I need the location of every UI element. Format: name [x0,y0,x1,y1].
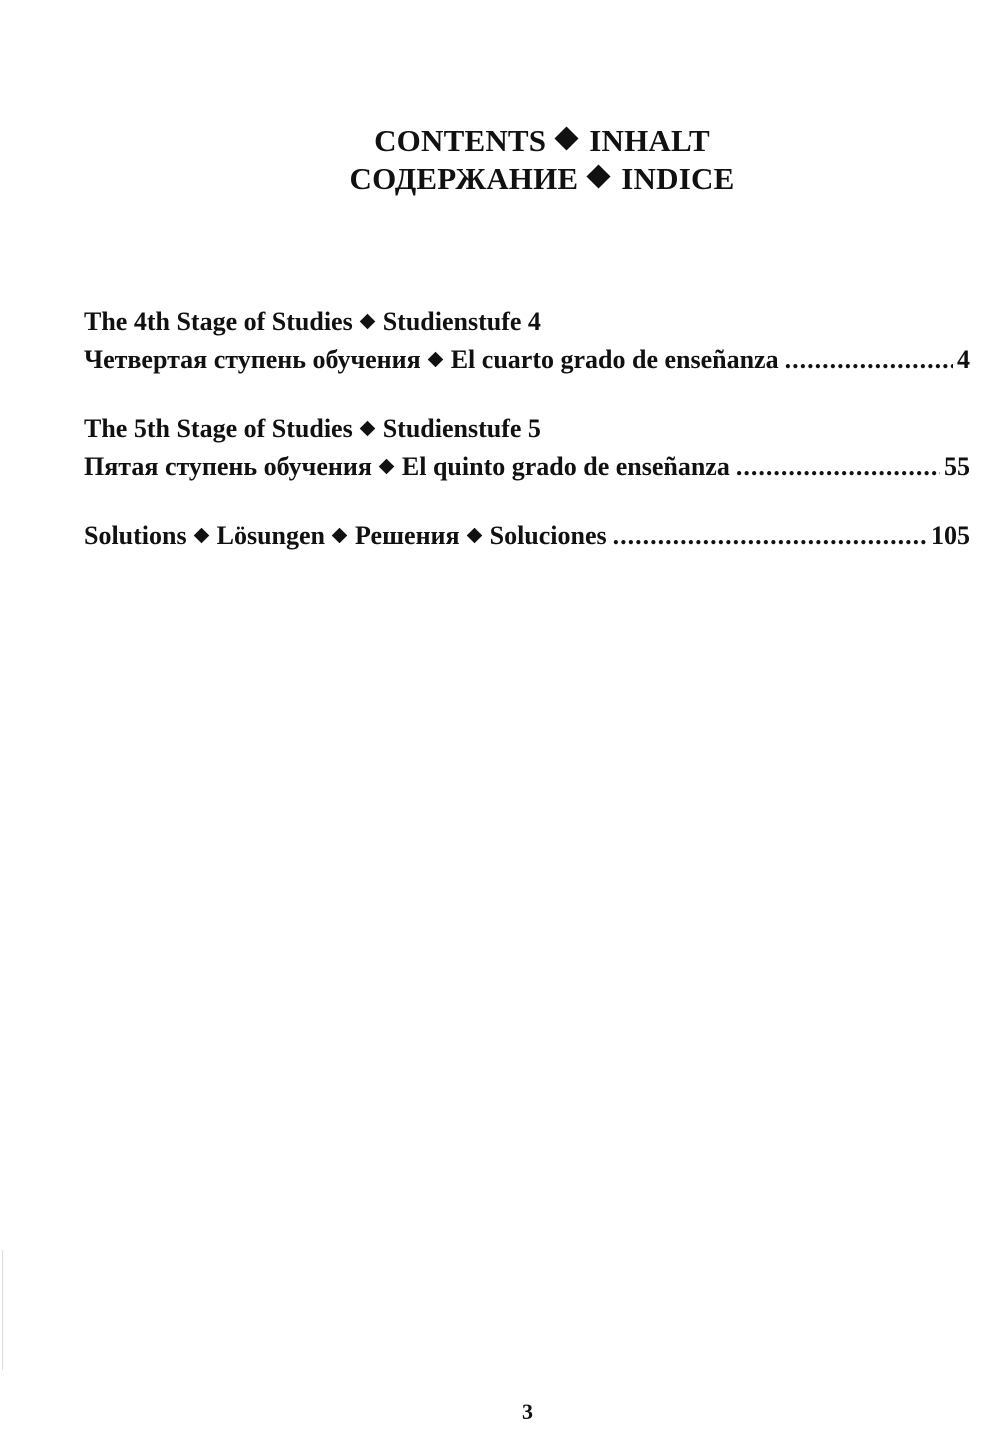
heading-soderzhanie: СОДЕРЖАНИЕ [349,161,579,196]
diamond-icon [379,459,395,475]
toc-page-number: 4 [957,345,970,374]
heading-line-1 [0,122,1000,160]
toc-entry-stage-5[interactable] [84,410,970,486]
toc-entry-english: Solutions [84,521,187,550]
diamond-icon [587,164,611,188]
toc-entry-line [84,410,970,448]
toc-entry-solutions[interactable] [84,517,970,555]
toc-entry-english: The 4th Stage of Studies [84,307,353,336]
toc-entry-german: Studienstufe 5 [382,414,541,443]
dot-leader [613,517,927,555]
diamond-icon [466,528,482,544]
heading-line-2 [0,160,1000,198]
toc-entry-russian: Решения [355,521,460,550]
diamond-icon [332,528,348,544]
toc-entry-russian: Пятая ступень обучения [84,452,372,481]
toc-entry-text [84,303,541,341]
toc-page-number: 105 [931,521,970,550]
toc-entry-text [84,517,607,555]
scan-edge-mark [2,1250,3,1370]
diamond-icon [427,352,443,368]
toc-entry-spanish: El cuarto grado de enseñanza [450,345,779,374]
heading-contents: CONTENTS [374,123,547,158]
toc-entry-spanish: El quinto grado de enseñanza [401,452,730,481]
toc-entry-german: Studienstufe 4 [382,307,541,336]
toc-entry-line [84,448,970,486]
dot-leader [736,448,940,486]
diamond-icon [193,528,209,544]
toc-entry-text [84,410,541,448]
toc-entry-stage-4[interactable] [84,303,970,379]
table-of-contents [84,303,970,555]
toc-entry-english: The 5th Stage of Studies [84,414,353,443]
toc-entry-line [84,517,970,555]
toc-entry-german: Lösungen [216,521,325,550]
diamond-icon [555,126,579,150]
heading-indice: INDICE [621,161,735,196]
toc-page-number: 55 [944,452,970,481]
heading-inhalt: INHALT [589,123,710,158]
toc-entry-text [84,341,779,379]
dot-leader [785,341,953,379]
diamond-icon [359,421,375,437]
contents-heading [0,122,1000,198]
toc-entry-text [84,448,730,486]
toc-entry-russian: Четвертая ступень обучения [84,345,421,374]
page-number: 3 [522,1399,533,1424]
toc-entry-line [84,341,970,379]
toc-entry-spanish: Soluciones [489,521,607,550]
diamond-icon [359,314,375,330]
toc-entry-line [84,303,970,341]
